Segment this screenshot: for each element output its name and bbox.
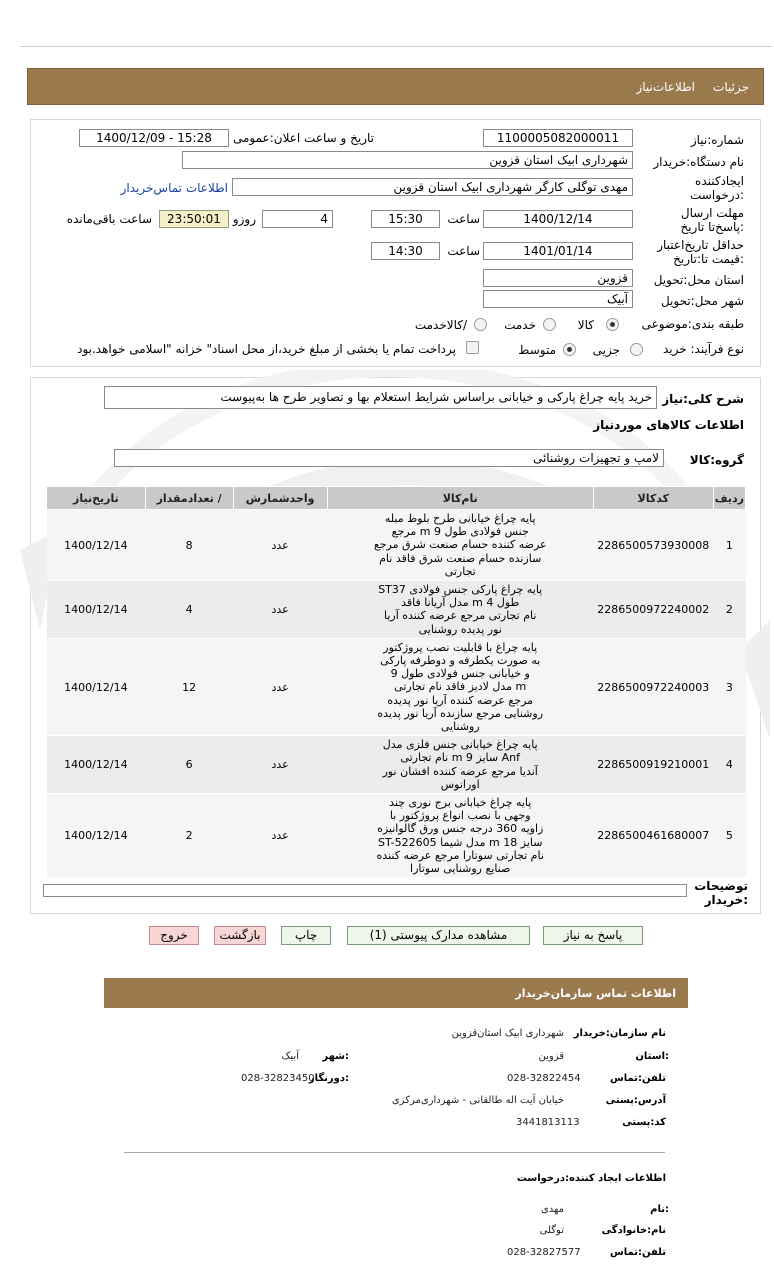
province-field: قزوین <box>483 269 633 287</box>
contact-postal-value: 3441813113 <box>516 1117 580 1128</box>
remaining-time-field: 23:50:01 <box>159 210 229 228</box>
item-description-line: Anf سایز 9 m نام تجارتی <box>400 751 520 765</box>
creator-phone-label: تلفن:تماس <box>609 1247 666 1258</box>
deadline-date-field: 1400/12/14 <box>483 210 633 228</box>
contact-phone-label: تلفن:تماس <box>609 1073 666 1084</box>
item-description-line: نام تجارتی سوتارا مرجع عرضه کننده <box>376 848 544 862</box>
process-medium-label: متوسط <box>518 343 556 357</box>
item-unit: عدد <box>233 510 327 581</box>
item-unit: عدد <box>233 581 327 639</box>
category-goods-service-label: /کالاخدمت <box>414 318 467 332</box>
item-code: 2286500919210001 <box>593 736 713 794</box>
item-date: 1400/12/14 <box>47 736 146 794</box>
category-goods-label: کالا <box>577 318 594 332</box>
city-label: شهر محل:تحویل <box>660 294 744 308</box>
item-description-line: نور پدیده روشنایی <box>418 622 502 636</box>
item-description-line: آندیا مرجع عرضه کننده افشان نور <box>382 764 538 778</box>
row-number: 2 <box>713 581 745 639</box>
item-description-line: طول 4 m مدل آریانا فاقد <box>401 596 520 610</box>
summary-label: شرح کلی:نیاز <box>662 392 744 406</box>
row-number: 4 <box>713 736 745 794</box>
item-description-line: روشنایی <box>440 720 480 734</box>
view-attachments-button[interactable]: مشاهده مدارک پیوستی (1) <box>347 926 530 945</box>
header-bar <box>27 68 764 105</box>
col-header-code: کدکالا <box>593 487 713 510</box>
buyer-org-field: شهرداری ابیک استان قزوین <box>182 151 633 169</box>
validity-date-field: 1401/01/14 <box>483 242 633 260</box>
contact-postal-label: کد:پستی <box>622 1117 666 1128</box>
row-number: 3 <box>713 638 745 735</box>
contact-section-title: اطلاعات تماس سازمان‌خریدار <box>515 987 676 1000</box>
category-service-radio[interactable] <box>543 318 556 331</box>
contact-divider <box>124 1152 665 1153</box>
item-description-line: مرجع عرضه کننده آریا نور پدیده <box>387 693 534 707</box>
table-row <box>47 581 746 639</box>
payment-note: پرداخت تمام یا بخشی از مبلغ خرید،از محل اسناد" خزانه "اسلامی خواهد.بود <box>77 342 456 356</box>
item-description <box>327 581 593 639</box>
process-partial-radio[interactable] <box>630 343 643 356</box>
col-header-unit: واحدشمارش <box>233 487 327 510</box>
item-description-line: روشنایی مرجع سازنده آریا نور پدیده <box>377 706 544 720</box>
creator-field: مهدی توگلی کارگر شهرداری ابیک استان قزوین <box>232 178 633 196</box>
announce-datetime-field: 1400/12/09 - 15:28 <box>79 129 229 147</box>
item-description-line: نام تجارتی مرجع عرضه کننده آریا <box>383 609 537 623</box>
days-field: 4 <box>262 210 333 228</box>
category-goods-radio[interactable] <box>606 318 619 331</box>
goods-info-title: اطلاعات کالاهای موردنیاز <box>593 418 744 432</box>
creator-family-label: نام:خانوادگی <box>601 1225 666 1236</box>
col-header-qty: / تعدادمقدار <box>145 487 233 510</box>
process-label: نوع فرآیند: خرید <box>663 342 744 356</box>
col-header-row-no: ردیف <box>713 487 745 510</box>
deadline-time-label: ساعت <box>447 212 480 226</box>
validity-label: حداقل تاریخ‌اعتبار :قیمت تا:تاریخ <box>657 238 744 266</box>
item-description-line: پایه چراغ خیابانی جنس فلزی مدل <box>382 738 538 752</box>
goods-group-label: گروه:کالا <box>689 453 744 467</box>
contact-fax-label: :دورنگار <box>308 1073 349 1084</box>
print-button[interactable]: چاپ <box>281 926 331 945</box>
creator-name-value: مهدی <box>540 1204 564 1215</box>
item-description-line: سازنده حسام صنعت شرق فاقد نام <box>379 551 542 565</box>
contact-section-header <box>104 978 688 1008</box>
top-divider <box>20 46 772 47</box>
deadline-time-field: 15:30 <box>371 210 440 228</box>
goods-table <box>46 486 746 878</box>
payment-checkbox[interactable] <box>466 341 479 354</box>
tab-details[interactable]: جزئیات <box>713 80 749 94</box>
row-number: 1 <box>713 510 745 581</box>
item-description-line: m مدل لادیز فاقد نام تجارتی <box>394 680 527 694</box>
item-description <box>327 794 593 878</box>
item-description-line: پایه چراغ با قابلیت نصب پروژکتور <box>383 640 538 654</box>
item-description-line: پایه چراغ پارکی جنس فولادی ST37 <box>378 583 543 597</box>
item-description-line: تجارتی <box>444 564 476 578</box>
creator-info-title: اطلاعات ایجاد کننده:درخواست <box>516 1173 666 1184</box>
table-row <box>47 638 746 735</box>
item-description <box>327 736 593 794</box>
need-number-field: 1100005082000011 <box>483 129 633 147</box>
contact-province-label: :استان <box>635 1051 669 1062</box>
col-header-date: تاریخ‌نیاز <box>47 487 146 510</box>
goods-table-wrap <box>46 486 746 878</box>
creator-name-label: :نام <box>650 1204 669 1215</box>
item-description <box>327 638 593 735</box>
contact-phone-value: 028-32822454 <box>507 1073 581 1084</box>
days-label: روزو <box>232 212 256 226</box>
process-partial-label: جزیی <box>592 343 620 357</box>
need-number-label: شماره:نیاز <box>690 133 744 147</box>
reply-button[interactable]: پاسخ به نیاز <box>543 926 643 945</box>
item-qty: 8 <box>145 510 233 581</box>
goods-group-field: لامپ و تجهیزات روشنائی <box>114 449 664 467</box>
contact-address-label: آدرس:پستی <box>605 1095 666 1106</box>
summary-field: خرید پایه چراغ پارکی و خیابانی براساس شرایط استعلام بها و تصاویر طرح ها به‌پیوست <box>104 386 657 409</box>
item-qty: 12 <box>145 638 233 735</box>
deadline-label: مهلت ارسال :پاسخ‌تا تاریخ <box>680 206 744 234</box>
contact-province-value: قزوین <box>538 1051 564 1062</box>
contact-org-label: نام سازمان:خریدار <box>573 1028 666 1039</box>
item-date: 1400/12/14 <box>47 510 146 581</box>
item-date: 1400/12/14 <box>47 794 146 878</box>
table-header-row <box>47 487 746 510</box>
item-description-line: به صورت یکطرفه و دوطرفه پارکی <box>380 654 541 668</box>
validity-time-field: 14:30 <box>371 242 440 260</box>
item-description-line: صنایع روشنایی سوتارا <box>410 862 511 876</box>
item-date: 1400/12/14 <box>47 581 146 639</box>
contact-fax-value: 028-32823450 <box>241 1073 315 1084</box>
buyer-contact-link[interactable]: اطلاعات تماس‌خریدار <box>120 181 228 195</box>
buyer-notes-label: توضیحات :خریدار <box>694 879 748 907</box>
item-unit: عدد <box>233 736 327 794</box>
tab-need-info[interactable]: اطلاعات‌نیاز <box>636 80 695 94</box>
contact-city-value: آبیک <box>281 1051 299 1062</box>
creator-family-value: توگلی <box>539 1225 564 1236</box>
item-description-line: عرضه کننده حسام صنعت شرق مرجع <box>373 538 547 552</box>
item-description-line: سایز 18 m مدل شیما ST-522605 <box>377 835 543 849</box>
item-description-line: پایه چراغ خیابانی طرح بلوط مبله <box>384 512 536 525</box>
table-row <box>47 736 746 794</box>
creator-phone-value: 028-32827577 <box>507 1247 581 1258</box>
contact-city-label: :شهر <box>322 1051 349 1062</box>
item-unit: عدد <box>233 638 327 735</box>
item-description-line: پایه چراغ خیابانی برج نوری چند <box>389 796 532 810</box>
table-row <box>47 794 746 878</box>
item-qty: 6 <box>145 736 233 794</box>
item-date: 1400/12/14 <box>47 638 146 735</box>
col-header-name: نام‌کالا <box>327 487 593 510</box>
category-goods-service-radio[interactable] <box>474 318 487 331</box>
item-description-line: جنس فولادی طول 9 m مرجع <box>391 525 529 539</box>
announce-label: تاریخ و ساعت اعلان:عمومی <box>232 131 374 145</box>
validity-time-label: ساعت <box>447 244 480 258</box>
category-label: طبقه بندی:موضوعی <box>641 317 744 331</box>
item-qty: 4 <box>145 581 233 639</box>
contact-address-value: خیابان آیت اله طالقانی - شهرداری‌مرکزی <box>391 1095 564 1106</box>
item-code: 2286500972240002 <box>593 581 713 639</box>
exit-button[interactable]: خروج <box>149 926 199 945</box>
item-description-line: اورانوس <box>440 777 480 791</box>
item-description <box>327 510 593 581</box>
item-description-line: و خیابانی جنس فولادی طول 9 <box>390 667 530 681</box>
remaining-label: ساعت باقی‌مانده <box>66 212 152 226</box>
creator-label: ایجادکننده :درخواست <box>690 174 744 202</box>
row-number: 5 <box>713 794 745 878</box>
item-code: 2286500972240003 <box>593 638 713 735</box>
process-medium-radio[interactable] <box>563 343 576 356</box>
table-row <box>47 510 746 581</box>
back-button[interactable]: بازگشت <box>214 926 266 945</box>
item-unit: عدد <box>233 794 327 878</box>
item-qty: 2 <box>145 794 233 878</box>
item-description-line: زاویه 360 درجه جنس ورق گالوانیزه <box>377 822 544 836</box>
city-field: آبیک <box>483 290 633 308</box>
category-service-label: خدمت <box>504 318 536 332</box>
buyer-notes-field <box>43 884 687 897</box>
item-code: 2286500461680007 <box>593 794 713 878</box>
item-code: 2286500573930008 <box>593 510 713 581</box>
item-description-line: وجهی با نصب انواع پروژکتور با <box>389 809 531 823</box>
buyer-org-label: نام دستگاه:خریدار <box>653 155 744 169</box>
contact-org-value: شهرداری ابیک استان‌قزوین <box>451 1028 564 1039</box>
province-label: استان محل:تحویل <box>653 273 744 287</box>
